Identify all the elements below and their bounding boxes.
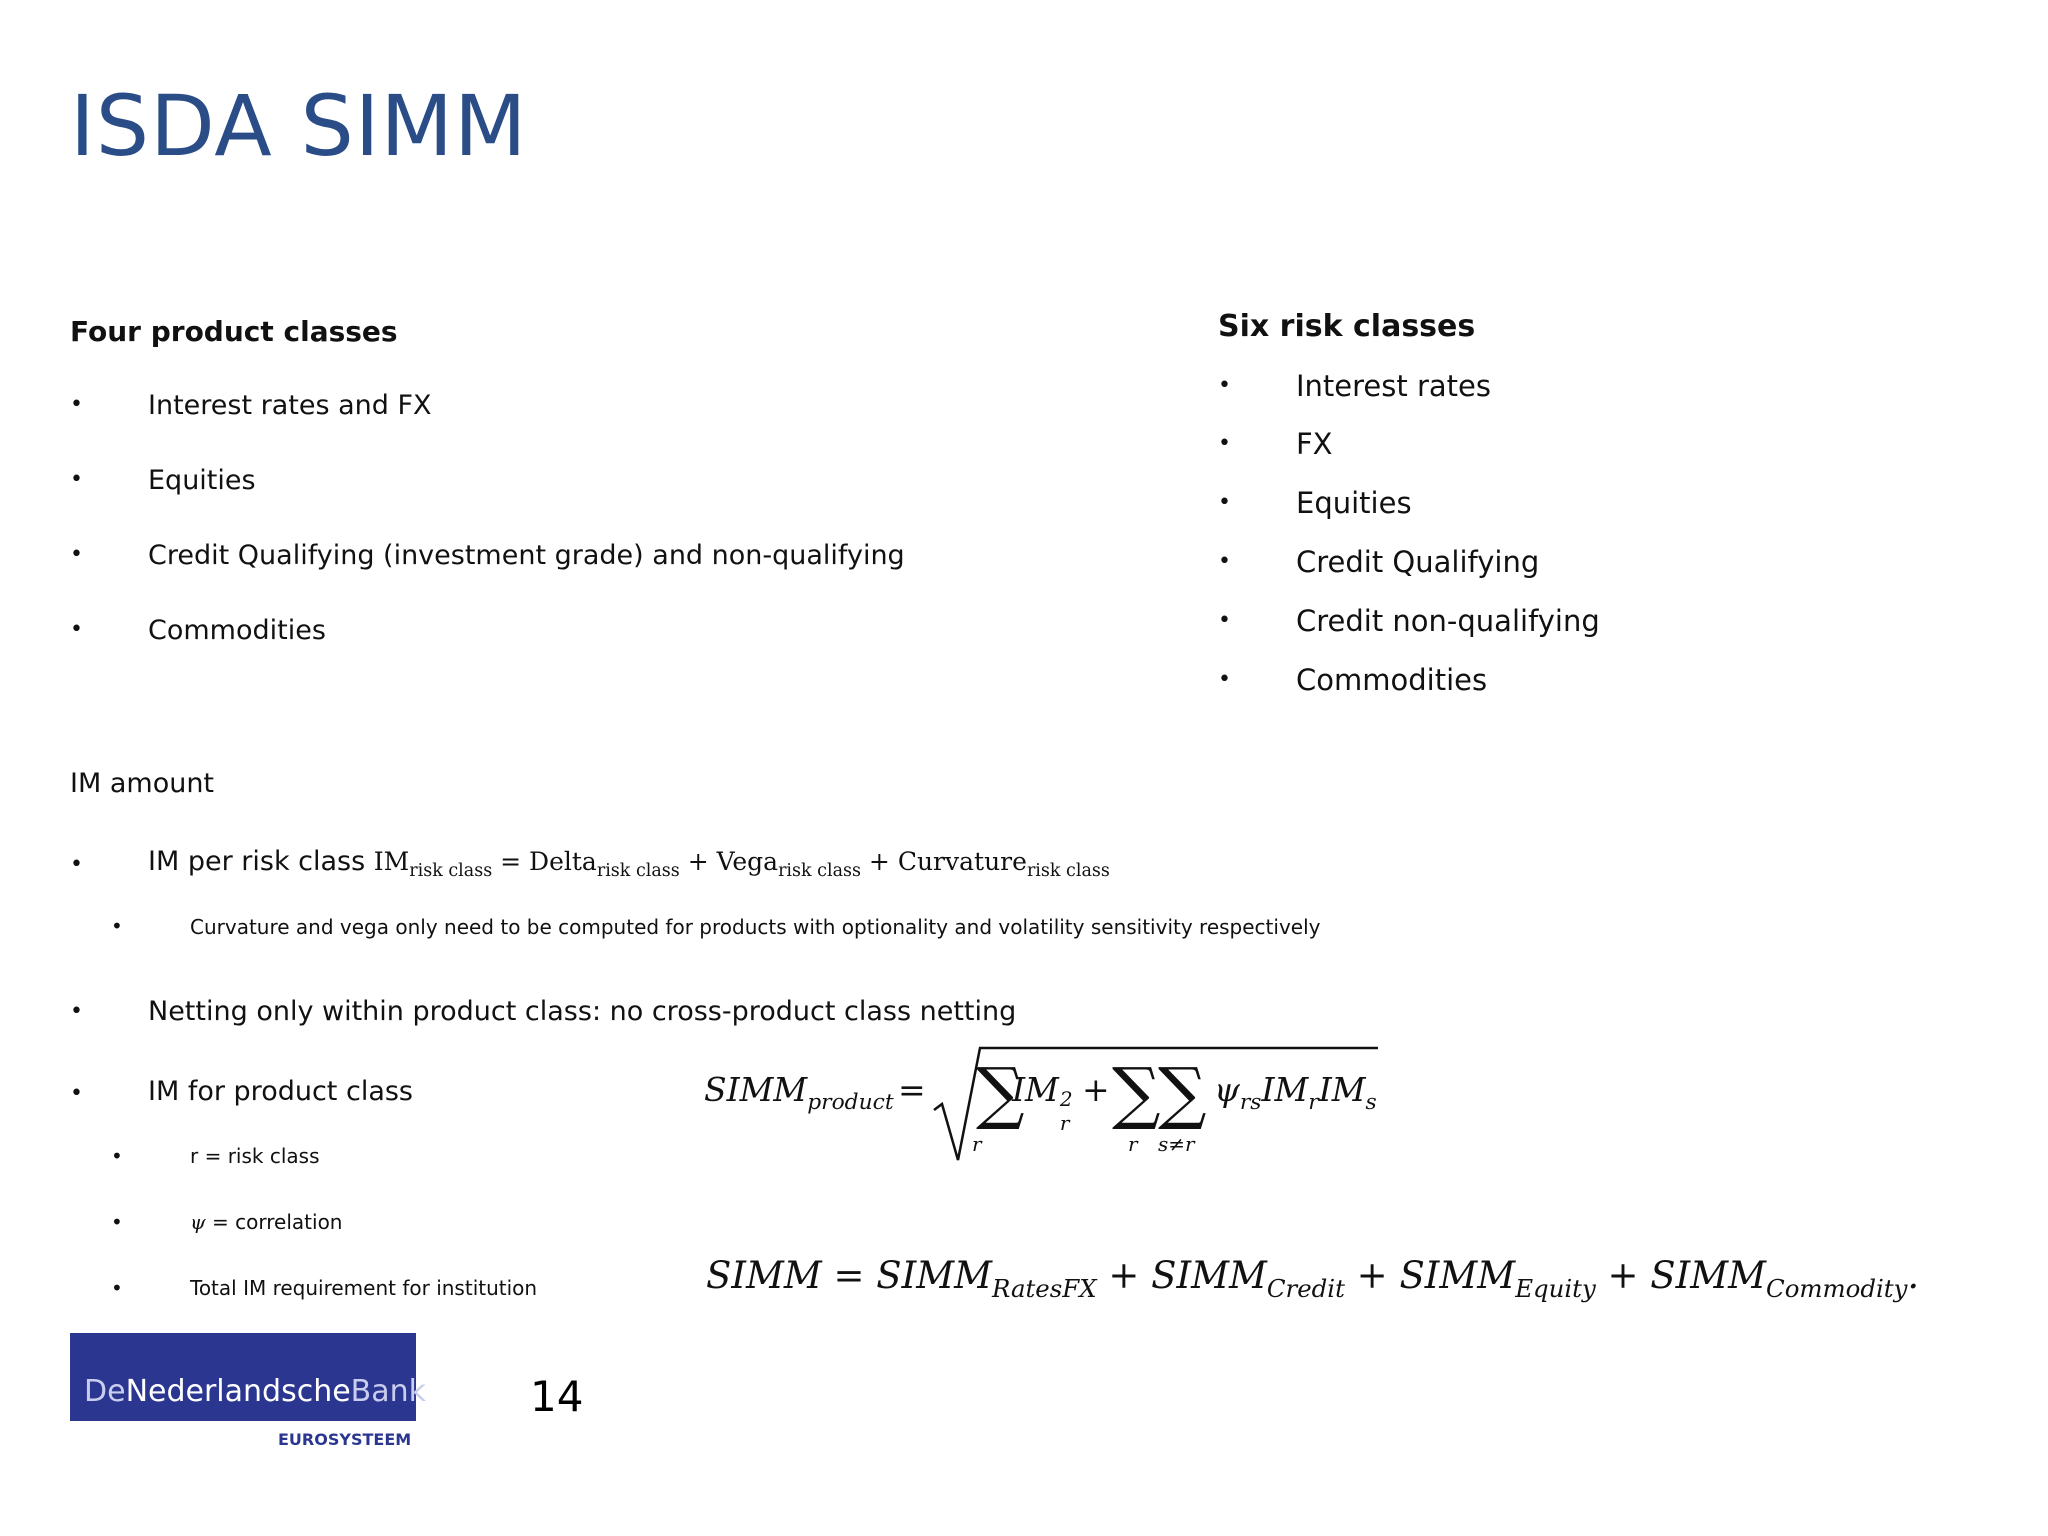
- im-per-risk-class-label: IM per risk class: [148, 846, 366, 877]
- formula-simm: SIMM: [876, 1254, 993, 1297]
- sum-sigma-2: ∑: [1112, 1054, 1161, 1133]
- sum3-index: s≠r: [1158, 1132, 1195, 1156]
- logo-de: De: [84, 1374, 126, 1409]
- product-class-item: Interest rates and FX: [148, 390, 432, 421]
- bullet-icon: •: [70, 542, 83, 567]
- simm-total-formula: [706, 1254, 1920, 1304]
- formula-eq: =: [833, 1254, 865, 1297]
- product-class-im-label: IM for product class: [148, 1076, 414, 1107]
- sum-sigma-3: ∑: [1158, 1054, 1207, 1133]
- credit-sub: Credit: [1266, 1274, 1345, 1304]
- bullet-icon: •: [1218, 667, 1231, 692]
- bullet-icon: •: [111, 1210, 123, 1234]
- netting-note: Netting only within product class: no cross-product class netting: [148, 996, 1017, 1027]
- rates-fx-sub: RatesFX: [992, 1274, 1097, 1304]
- im-s-sub: s: [1365, 1090, 1377, 1116]
- formula-im: IM: [1261, 1070, 1309, 1109]
- bullet-icon: •: [111, 1144, 123, 1168]
- im-per-risk-class-line: [148, 846, 1110, 882]
- bullet-icon: •: [70, 467, 83, 492]
- equity-sub: Equity: [1515, 1274, 1596, 1304]
- formula-eq: =: [500, 847, 522, 876]
- bullet-icon: •: [70, 617, 83, 642]
- formula-im: IM: [1012, 1070, 1059, 1109]
- risk-classes-heading: Six risk classes: [1218, 309, 1476, 344]
- logo-nederlandsche: Nederlandsche: [125, 1374, 351, 1409]
- psi-definition: = correlation: [212, 1210, 343, 1234]
- formula-sub: risk class: [409, 861, 493, 882]
- bullet-icon: •: [70, 392, 83, 417]
- formula-plus: +: [687, 847, 709, 876]
- formula-vega: Vega: [716, 847, 779, 876]
- bullet-icon: •: [70, 999, 83, 1024]
- formula-im: IM: [373, 847, 410, 876]
- formula-simm: SIMM: [1650, 1254, 1767, 1297]
- formula-plus: +: [1356, 1254, 1388, 1297]
- formula-sub: risk class: [596, 861, 680, 882]
- risk-class-item: Interest rates: [1296, 369, 1491, 403]
- formula-simm: SIMM: [1151, 1254, 1267, 1297]
- risk-class-formula: [373, 847, 1110, 882]
- im-sup: 2: [1059, 1087, 1073, 1111]
- bullet-icon: •: [70, 852, 83, 877]
- risk-class-item: Equities: [1296, 486, 1412, 520]
- psi-symbol: ψ: [190, 1210, 206, 1234]
- formula-plus: +: [1108, 1254, 1140, 1297]
- logo-eurosysteem: EUROSYSTEEM: [278, 1430, 412, 1449]
- bullet-icon: •: [1218, 549, 1231, 574]
- risk-class-item: Credit Qualifying: [1296, 545, 1540, 579]
- product-class-item: Commodities: [148, 615, 326, 646]
- formula-curvature: Curvature: [897, 847, 1027, 876]
- formula-simm: SIMM: [706, 1254, 822, 1297]
- risk-class-item: Credit non-qualifying: [1296, 604, 1600, 638]
- bullet-icon: •: [111, 1276, 123, 1300]
- simm-product-formula: [700, 1040, 1380, 1170]
- bullet-icon: •: [1218, 373, 1231, 398]
- bullet-icon: •: [1218, 608, 1231, 633]
- formula-plus: +: [1082, 1070, 1110, 1109]
- bullet-icon: •: [111, 914, 123, 938]
- formula-plus: +: [1607, 1254, 1639, 1297]
- psi-sub: rs: [1239, 1090, 1262, 1116]
- sum1-index: r: [972, 1132, 982, 1156]
- formula-simm: SIMM: [1399, 1254, 1516, 1297]
- risk-class-item: Commodities: [1296, 663, 1488, 697]
- im-sub: r: [1059, 1111, 1070, 1135]
- product-class-item: Equities: [148, 465, 256, 496]
- r-definition: r = risk class: [190, 1144, 320, 1168]
- curvature-note: Curvature and vega only need to be computed for products with optionality and volatility sensitivity respectively: [190, 915, 1321, 939]
- psi-symbol: ψ: [1214, 1070, 1240, 1109]
- formula-delta: Delta: [529, 847, 597, 876]
- sum-sigma-1: ∑: [976, 1054, 1025, 1133]
- bullet-icon: •: [1218, 490, 1231, 515]
- formula-simm: SIMM: [704, 1070, 808, 1109]
- formula-product-sub: product: [807, 1090, 894, 1116]
- commodity-sub: Commodity: [1766, 1274, 1908, 1304]
- bullet-icon: •: [70, 1081, 83, 1106]
- im-amount-heading: IM amount: [70, 768, 215, 799]
- im-r-sub: r: [1308, 1090, 1319, 1116]
- cross-term: [1214, 1070, 1377, 1116]
- simm-product-lhs: [704, 1070, 894, 1116]
- formula-period: .: [1907, 1254, 1920, 1297]
- psi-definition-line: [190, 1210, 342, 1234]
- sum2-index: r: [1128, 1132, 1138, 1156]
- dnb-logo-text: [84, 1374, 426, 1409]
- formula-sub: risk class: [778, 861, 861, 882]
- bullet-icon: •: [1218, 431, 1231, 456]
- im-squared-term: [1012, 1070, 1077, 1135]
- slide-title: ISDA SIMM: [70, 77, 528, 175]
- product-classes-heading: Four product classes: [70, 315, 398, 348]
- logo-bank: Bank: [350, 1374, 427, 1409]
- formula-plus: +: [868, 847, 890, 876]
- formula-sub: risk class: [1026, 861, 1110, 882]
- product-class-item: Credit Qualifying (investment grade) and non-qualifying: [148, 540, 905, 571]
- formula-im: IM: [1318, 1070, 1366, 1109]
- page-number: 14: [530, 1372, 584, 1421]
- simm-product-eq: =: [898, 1070, 926, 1109]
- total-im-label: Total IM requirement for institution: [190, 1276, 538, 1300]
- risk-class-item: FX: [1296, 427, 1333, 461]
